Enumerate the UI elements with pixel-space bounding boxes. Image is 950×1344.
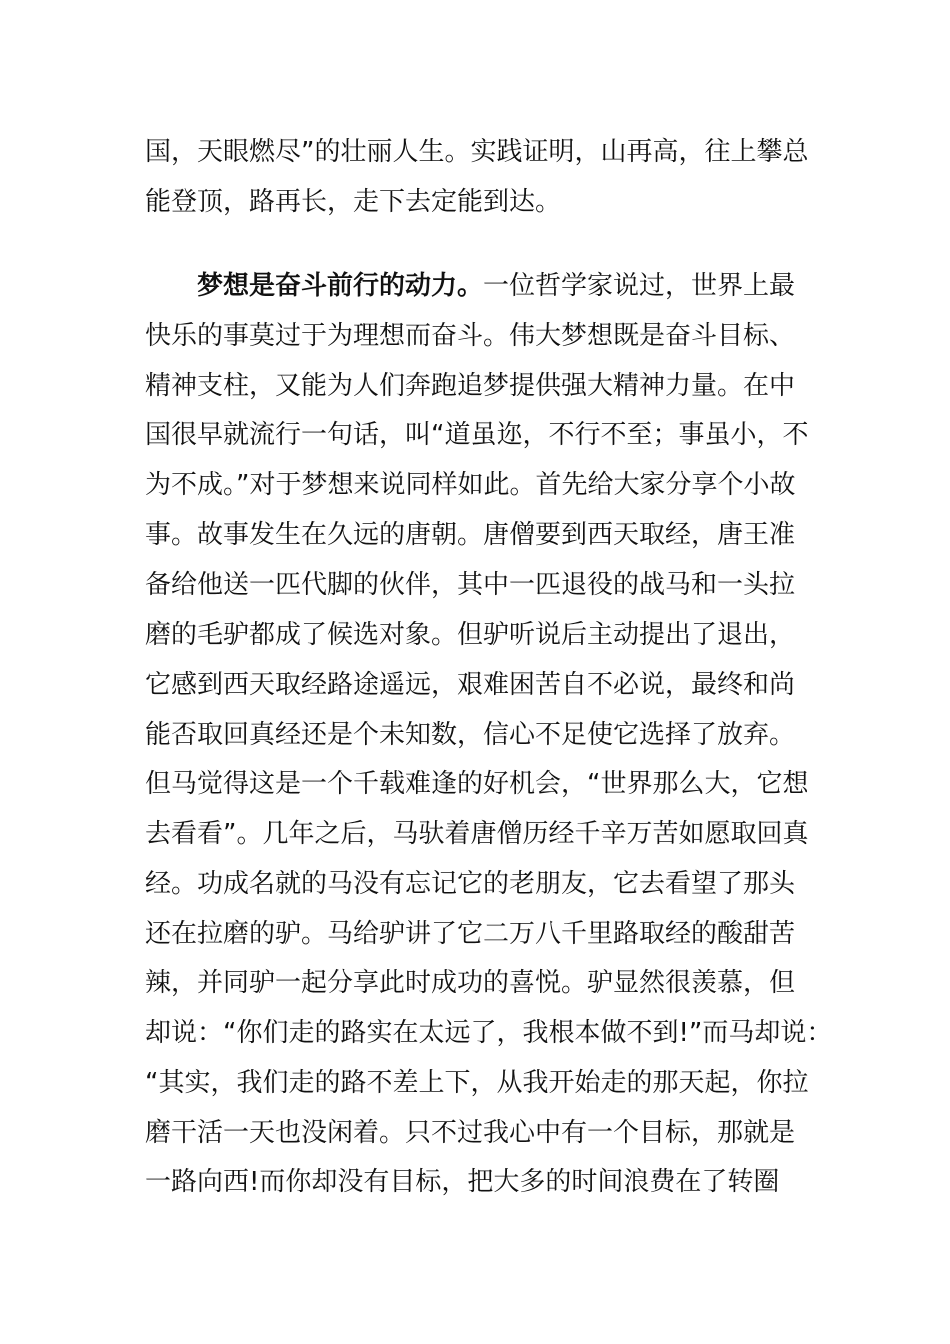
paragraph-2-line-19: 一路向西!而你却没有目标，把大多的时间浪费在了转圈	[145, 1167, 780, 1197]
paragraph-2-line-14: 还在拉磨的驴。马给驴讲了它二万八千里路取经的酸甜苦	[145, 919, 796, 949]
paragraph-2-line-10: 能否取回真经还是个未知数，信心不足使它选择了放弃。	[145, 720, 796, 750]
paragraph-2-line-1	[197, 271, 795, 301]
paragraph-2-line-1-rest: 一位哲学家说过，世界上最	[483, 271, 796, 301]
paragraph-2-line-4: 国很早就流行一句话，叫“道虽迩，不行不至；事虽小，不	[145, 420, 809, 450]
paragraph-1-line-1: 国，天眼燃尽”的壮丽人生。实践证明，山再高，往上攀总	[145, 137, 809, 167]
paragraph-2-line-8: 磨的毛驴都成了候选对象。但驴听说后主动提出了退出，	[145, 620, 796, 650]
paragraph-2-line-12: 去看看”。几年之后，马驮着唐僧历经千辛万苦如愿取回真	[145, 819, 809, 849]
paragraph-2-line-16: 却说：“你们走的路实在太远了，我根本做不到!”而马却说：	[145, 1018, 833, 1048]
paragraph-2-line-17: “其实，我们走的路不差上下，从我开始走的那天起，你拉	[145, 1068, 809, 1098]
paragraph-2-line-6: 事。故事发生在久远的唐朝。唐僧要到西天取经，唐王准	[145, 520, 796, 550]
paragraph-2-line-18: 磨干活一天也没闲着。只不过我心中有一个目标，那就是	[145, 1118, 796, 1148]
paragraph-2-line-2: 快乐的事莫过于为理想而奋斗。伟大梦想既是奋斗目标、	[145, 321, 796, 351]
paragraph-2-line-3: 精神支柱，又能为人们奔跑追梦提供强大精神力量。在中	[145, 371, 796, 401]
paragraph-2-line-13: 经。功成名就的马没有忘记它的老朋友，它去看望了那头	[145, 869, 796, 899]
paragraph-2-line-15: 辣，并同驴一起分享此时成功的喜悦。驴显然很羡慕，但	[145, 968, 796, 998]
paragraph-1-line-2: 能登顶，路再长，走下去定能到达。	[145, 187, 562, 217]
paragraph-2-line-7: 备给他送一匹代脚的伙伴，其中一匹退役的战马和一头拉	[145, 570, 796, 600]
paragraph-2-heading: 梦想是奋斗前行的动力。	[197, 271, 484, 301]
paragraph-2-line-11: 但马觉得这是一个千载难逢的好机会，“世界那么大，它想	[145, 769, 809, 799]
paragraph-2-line-9: 它感到西天取经路途遥远，艰难困苦自不必说，最终和尚	[145, 670, 796, 700]
paragraph-2-line-5: 为不成。”对于梦想来说同样如此。首先给大家分享个小故	[145, 470, 796, 500]
